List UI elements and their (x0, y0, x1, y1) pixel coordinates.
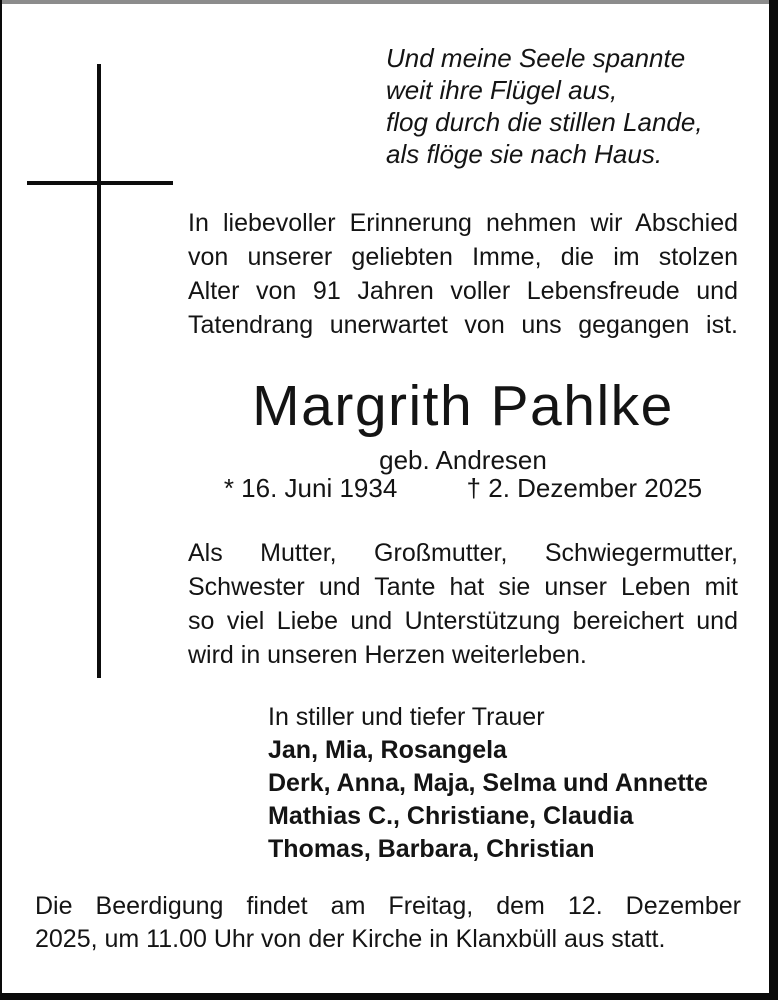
scan-border-right (769, 0, 778, 1000)
maiden-name: geb. Andresen (379, 445, 547, 475)
deceased-name: Margrith Pahlke (252, 374, 674, 438)
funeral-line: Die Beerdigung findet am Freitag, dem 12. Dezember (35, 892, 741, 920)
verse-line: Und meine Seele spannte (386, 43, 686, 73)
mourner-names-line: Jan, Mia, Rosangela (268, 736, 507, 764)
tribute-line: Schwester und Tante hat sie unser Leben mit (188, 573, 738, 601)
tribute-paragraph (188, 536, 738, 672)
scan-border-top (0, 0, 778, 4)
cross-vertical-bar (97, 64, 101, 678)
mourner-names-line: Thomas, Barbara, Christian (268, 835, 595, 863)
scan-border-left (0, 0, 2, 1000)
introduction-paragraph (188, 206, 738, 342)
mourners-block (268, 701, 708, 866)
tribute-line: wird in unseren Herzen weiterleben. (188, 641, 587, 669)
verse-line: weit ihre Flügel aus, (386, 75, 618, 105)
tribute-line: Als Mutter, Großmutter, Schwiegermutter, (188, 539, 738, 567)
scan-border-bottom (0, 993, 778, 1000)
memorial-verse (386, 42, 746, 170)
verse-line: als flöge sie nach Haus. (386, 139, 663, 169)
funeral-details (35, 890, 741, 956)
mourning-intro: In stiller und tiefer Trauer (268, 703, 545, 731)
verse-line: flog durch die stillen Lande, (386, 107, 703, 137)
mourner-names-line: Derk, Anna, Maja, Selma und Annette (268, 769, 708, 797)
death-date: † 2. Dezember 2025 (466, 473, 703, 503)
intro-line: von unserer geliebten Imme, die im stolzen (188, 243, 738, 271)
birth-date: * 16. Juni 1934 (223, 473, 398, 503)
intro-line: In liebevoller Erinnerung nehmen wir Abschied (188, 209, 738, 237)
life-dates (188, 474, 738, 502)
cross-horizontal-bar (27, 181, 173, 185)
funeral-line: 2025, um 11.00 Uhr von der Kirche in Klanxbüll aus statt. (35, 925, 666, 953)
mourner-names-line: Mathias C., Christiane, Claudia (268, 802, 634, 830)
intro-line: Tatendrang unerwartet von uns gegangen ist. (188, 311, 738, 339)
tribute-line: so viel Liebe und Unterstützung bereichert und (188, 607, 738, 635)
intro-line: Alter von 91 Jahren voller Lebensfreude und (188, 277, 738, 305)
